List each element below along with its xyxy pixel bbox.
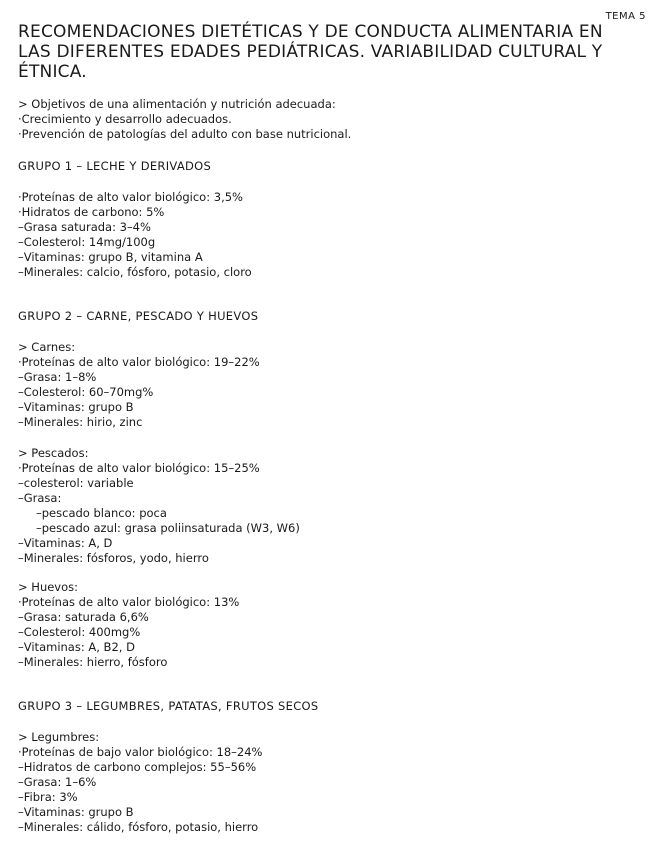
legumbres-item: ·Proteínas de bajo valor biológico: 18–24% xyxy=(18,745,263,759)
pescados-subitem: –pescado azul: grasa poliinsaturada (W3, W6) xyxy=(36,521,300,535)
pescados-item: –Vitaminas: A, D xyxy=(18,536,113,550)
huevos-lead: > Huevos: xyxy=(18,580,79,594)
group1-item: –Vitaminas: grupo B, vitamina A xyxy=(18,250,203,264)
group3-heading: GRUPO 3 – LEGUMBRES, PATATAS, FRUTOS SECOS xyxy=(18,699,319,713)
pescados-item: –Grasa: xyxy=(18,491,62,505)
legumbres-item: –Fibra: 3% xyxy=(18,790,78,804)
group1-heading: GRUPO 1 – LECHE Y DERIVADOS xyxy=(18,159,212,173)
intro-item: ·Prevención de patologías del adulto con base nutricional. xyxy=(18,127,352,141)
page-label: TEMA 5 xyxy=(605,11,646,22)
carnes-item: –Minerales: hirio, zinc xyxy=(18,415,143,429)
pescados-item: –colesterol: variable xyxy=(18,476,134,490)
group1-item: ·Proteínas de alto valor biológico: 3,5% xyxy=(18,190,243,204)
title-line: LAS DIFERENTES EDADES PEDIÁTRICAS. VARIABILIDAD CULTURAL Y xyxy=(18,42,603,62)
legumbres-item: –Vitaminas: grupo B xyxy=(18,805,134,819)
legumbres-item: –Minerales: cálido, fósforo, potasio, hierro xyxy=(18,820,259,834)
legumbres-item: –Hidratos de carbono complejos: 55–56% xyxy=(18,760,257,774)
carnes-lead: > Carnes: xyxy=(18,340,76,354)
group1-item: ·Hidratos de carbono: 5% xyxy=(18,205,165,219)
title-line: ÉTNICA. xyxy=(18,62,87,82)
title-line: RECOMENDACIONES DIETÉTICAS Y DE CONDUCTA ALIMENTARIA EN xyxy=(18,22,603,42)
carnes-item: –Grasa: 1–8% xyxy=(18,370,97,384)
pescados-subitem: –pescado blanco: poca xyxy=(36,506,167,520)
group1-item: –Minerales: calcio, fósforo, potasio, cloro xyxy=(18,265,252,279)
huevos-item: –Grasa: saturada 6,6% xyxy=(18,610,149,624)
huevos-item: ·Proteínas de alto valor biológico: 13% xyxy=(18,595,240,609)
group1-item: –Grasa saturada: 3–4% xyxy=(18,220,151,234)
pescados-item: –Minerales: fósforos, yodo, hierro xyxy=(18,551,209,565)
intro-item: ·Crecimiento y desarrollo adecuados. xyxy=(18,112,232,126)
legumbres-lead: > Legumbres: xyxy=(18,730,100,744)
carnes-item: –Vitaminas: grupo B xyxy=(18,400,134,414)
pescados-lead: > Pescados: xyxy=(18,446,89,460)
carnes-item: ·Proteínas de alto valor biológico: 19–22% xyxy=(18,355,260,369)
legumbres-item: –Grasa: 1–6% xyxy=(18,775,97,789)
huevos-item: –Colesterol: 400mg% xyxy=(18,625,141,639)
carnes-item: –Colesterol: 60–70mg% xyxy=(18,385,154,399)
huevos-item: –Vitaminas: A, B2, D xyxy=(18,640,135,654)
huevos-item: –Minerales: hierro, fósforo xyxy=(18,655,168,669)
group2-heading: GRUPO 2 – CARNE, PESCADO Y HUEVOS xyxy=(18,309,259,323)
pescados-item: ·Proteínas de alto valor biológico: 15–25% xyxy=(18,461,260,475)
intro-lead: > Objetivos de una alimentación y nutrición adecuada: xyxy=(18,97,336,111)
group1-item: –Colesterol: 14mg/100g xyxy=(18,235,156,249)
page-title xyxy=(18,22,618,82)
